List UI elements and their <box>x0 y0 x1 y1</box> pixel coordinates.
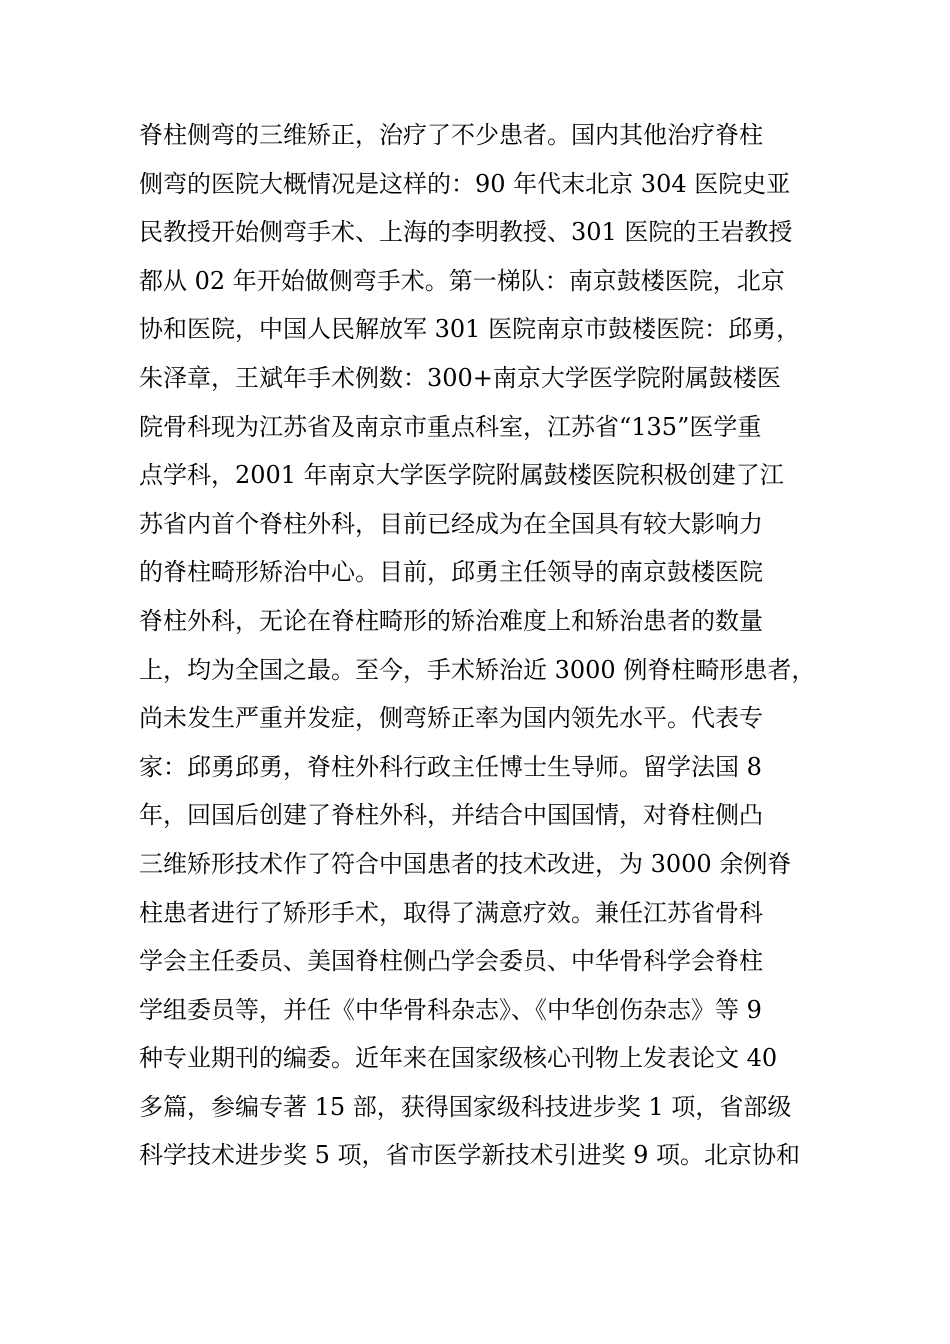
text-line: 尚未发生严重并发症，侧弯矫正率为国内领先水平。代表专 <box>139 704 763 733</box>
text-line: 脊柱外科，无论在脊柱畸形的矫治难度上和矫治患者的数量 <box>139 606 763 635</box>
text-line: 民教授开始侧弯手术、上海的李明教授、301 医院的王岩教授 <box>139 218 793 247</box>
text-line: 科学技术进步奖 5 项，省市医学新技术引进奖 9 项。北京协和 <box>139 1141 801 1170</box>
text-line: 年，回国后创建了脊柱外科，并结合中国国情，对脊柱侧凸 <box>139 801 763 830</box>
text-line: 点学科，2001 年南京大学医学院附属鼓楼医院积极创建了江 <box>139 461 784 490</box>
text-line: 的脊柱畸形矫治中心。目前，邱勇主任领导的南京鼓楼医院 <box>139 558 763 587</box>
text-line: 学会主任委员、美国脊柱侧凸学会委员、中华骨科学会脊柱 <box>139 947 763 976</box>
text-line: 朱泽章，王斌年手术例数：300+南京大学医学院附属鼓楼医 <box>139 363 781 392</box>
body-text <box>139 111 839 1180</box>
text-line: 侧弯的医院大概情况是这样的：90 年代末北京 304 医院史亚 <box>139 169 791 198</box>
text-line: 协和医院，中国人民解放军 301 医院南京市鼓楼医院：邱勇， <box>139 315 801 344</box>
text-line: 三维矫形技术作了符合中国患者的技术改进，为 3000 余例脊 <box>139 849 792 878</box>
text-line: 家：邱勇邱勇，脊柱外科行政主任博士生导师。留学法国 8 <box>139 752 762 781</box>
text-line: 上，均为全国之最。至今，手术矫治近 3000 例脊柱畸形患者， <box>139 655 816 684</box>
text-line: 脊柱侧弯的三维矫正，治疗了不少患者。国内其他治疗脊柱 <box>139 121 763 149</box>
text-line: 苏省内首个脊柱外科，目前已经成为在全国具有较大影响力 <box>139 509 763 538</box>
text-line: 都从 02 年开始做侧弯手术。第一梯队：南京鼓楼医院，北京 <box>139 266 785 295</box>
text-line: 院骨科现为江苏省及南京市重点科室，江苏省“135”医学重 <box>139 412 762 441</box>
text-line: 多篇，参编专著 15 部，获得国家级科技进步奖 1 项，省部级 <box>139 1092 792 1121</box>
text-line: 学组委员等，并任《中华骨科杂志》、《中华创伤杂志》等 9 <box>139 995 762 1024</box>
text-line: 种专业期刊的编委。近年来在国家级核心刊物上发表论文 40 <box>139 1044 778 1073</box>
text-line: 柱患者进行了矫形手术，取得了满意疗效。兼任江苏省骨科 <box>139 898 763 927</box>
